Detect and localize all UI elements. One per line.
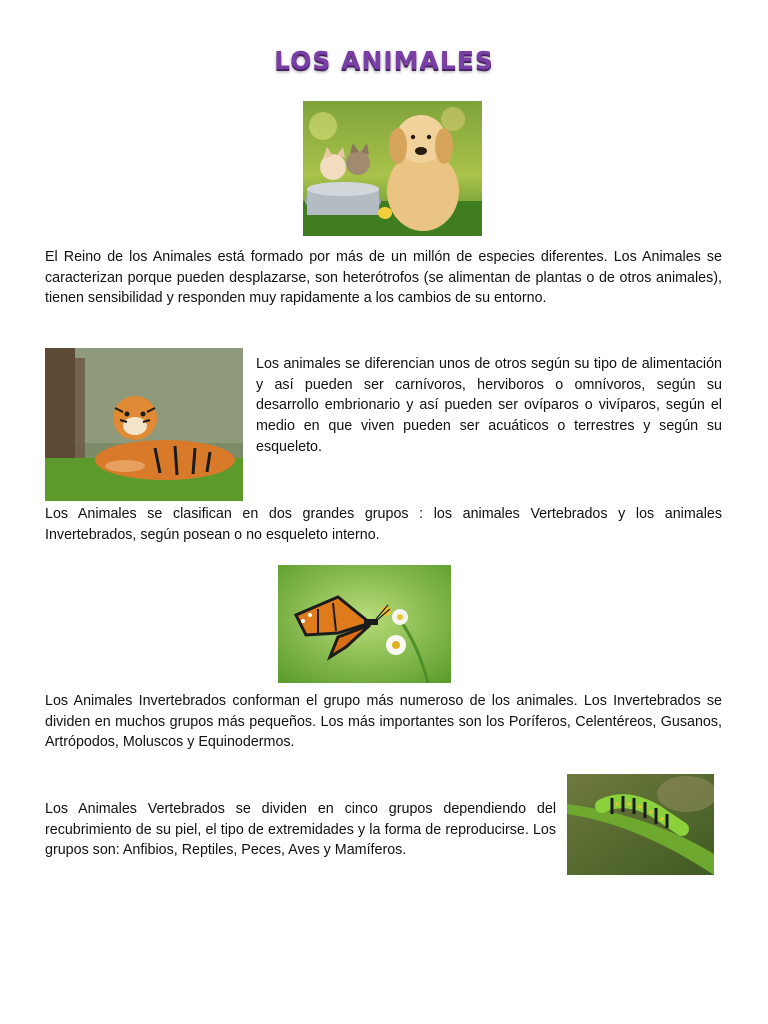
butterfly-photo — [278, 565, 451, 683]
puppy-and-kittens-photo — [303, 101, 482, 236]
vertebrates-paragraph: Los Animales Vertebrados se dividen en cinco grupos dependiendo del recubrimiento de su piel, el tipo de extremidades y la forma de reproducirse. Los grupos son: Anfibios, Reptiles, Peces, Aves y Mamíferos. — [45, 801, 556, 859]
diet-classification-paragraph: Los animales se diferencian unos de otros según su tipo de alimentación y así pueden ser carnívoros, herviboros o omnívoros, según su desarrollo embrionario y así pueden ser ovíparos o vivíparos, según el medio en que viven pueden ser acuáticos o terrestres y según su esqueleto. — [256, 356, 722, 455]
intro-paragraph: El Reino de los Animales está formado por más de un millón de especies diferentes. Los Animales se caracterizan porque pueden desplazarse, son heterótrofos (se alimentan de plantas o de otros animales), tienen sensibilidad y responden muy rapidamente a los cambios de su entorno. — [45, 249, 722, 307]
invertebrates-paragraph: Los Animales Invertebrados conforman el grupo más numeroso de los animales. Los Invertebrados se dividen en muchos grupos más pequeños. Los más importantes son los Poríferos, Celentéreos, Gusanos, Artrópodos, Moluscos y Equinodermos. — [45, 693, 722, 751]
vertebrate-invertebrate-paragraph: Los Animales se clasifican en dos grandes grupos : los animales Vertebrados y los animales Invertebrados, según posean o no esqueleto interno. — [45, 506, 722, 543]
tiger-photo — [45, 348, 243, 501]
caterpillar-photo — [567, 774, 714, 875]
page-title: LOS ANIMALES — [274, 46, 494, 75]
